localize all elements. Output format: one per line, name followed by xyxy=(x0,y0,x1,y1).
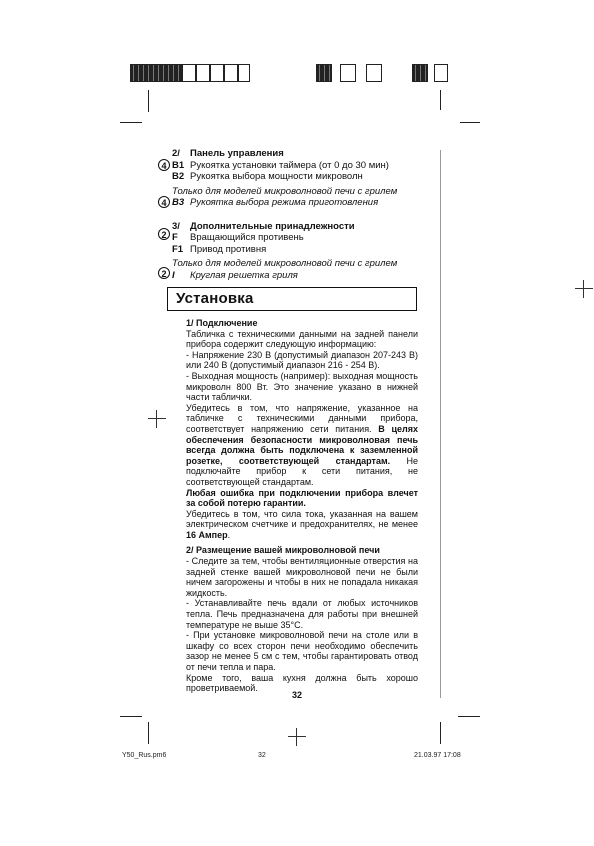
section-title: Панель управления xyxy=(190,148,284,159)
item-text: Рукоятка выбора режима приготовления xyxy=(190,197,379,208)
list-item xyxy=(172,171,420,183)
section-number: 2/ xyxy=(172,148,180,159)
warranty-warning: Любая ошибка при подключении прибора влечет за собой потерю гарантии. xyxy=(186,487,418,509)
component-list xyxy=(161,148,420,281)
crop-mark xyxy=(458,716,480,717)
crop-mark xyxy=(440,722,441,744)
footer-datetime: 21.03.97 17:08 xyxy=(414,752,461,759)
list-item xyxy=(161,268,420,282)
crop-mark xyxy=(120,716,142,717)
list-item xyxy=(172,244,420,256)
registration-cross xyxy=(288,728,306,746)
crop-mark xyxy=(440,90,441,110)
figure-badge: 2 xyxy=(158,267,170,279)
section-title: Дополнительные принадлежности xyxy=(190,220,355,232)
safety-paragraph xyxy=(186,403,418,488)
placement-title: 2/ Размещение вашей микроволновой печи xyxy=(186,545,380,556)
item-code: I xyxy=(172,269,175,281)
installation-heading: Установка xyxy=(176,290,254,307)
registration-cross xyxy=(148,410,166,428)
crop-mark xyxy=(148,90,149,112)
page-number: 32 xyxy=(292,690,303,700)
figure-badge: 2 xyxy=(158,228,170,240)
item-text: Круглая решетка гриля xyxy=(190,269,298,281)
figure-badge: 4 xyxy=(158,159,170,171)
footer-page: 32 xyxy=(258,752,266,759)
section-3-heading xyxy=(172,221,420,233)
installation-body xyxy=(186,318,418,694)
clearance-item: - При установке микроволновой печи на столе или в шкафу со всех сторон печи необходимо обеспечить зазор не менее 5 см с тем, чтобы гарантировать отвод от печи тепла и пара. xyxy=(186,630,418,672)
item-code: F1 xyxy=(172,243,184,255)
footer-filename: Y50_Rus.pm6 xyxy=(122,752,167,759)
crop-mark xyxy=(148,722,149,744)
ventilation-item: - Следите за тем, чтобы вентиляционные отверстия на задней стенке вашей микроволновой печи не были ничем загорожены и чтобы в них не попадала никакая жидкость. xyxy=(186,556,418,598)
item-text: Рукоятка выбора мощности микроволн xyxy=(190,171,363,182)
registration-bar xyxy=(130,64,460,82)
section-2-heading xyxy=(172,148,420,160)
figure-badge: 4 xyxy=(158,196,170,208)
item-text: Вращающийся противень xyxy=(190,232,304,243)
item-code: B2 xyxy=(172,171,185,182)
connection-title: 1/ Подключение xyxy=(186,318,258,328)
current-paragraph xyxy=(186,509,418,541)
item-text: Привод противня xyxy=(190,243,267,255)
item-code: F xyxy=(172,232,178,243)
grill-note: Только для моделей микроволновой печи с грилем xyxy=(172,258,398,269)
grill-note: Только для моделей микроволновой печи с грилем xyxy=(172,185,398,197)
current-tail: . xyxy=(227,529,231,540)
installation-heading-box xyxy=(167,287,417,311)
current-value: 16 Ампер xyxy=(186,529,228,540)
list-item xyxy=(161,197,420,209)
item-code: B1 xyxy=(172,159,185,171)
section-number: 3/ xyxy=(172,220,180,232)
item-code: B3 xyxy=(172,197,185,208)
connection-intro: Табличка с техническими данными на задней панели прибора содержит следующую информацию: xyxy=(186,328,418,350)
power-item: - Выходная мощность (например): выходная мощность микроволн 800 Вт. Это значение указано в нижней части таблички. xyxy=(186,370,418,403)
list-item xyxy=(161,159,420,172)
crop-mark xyxy=(460,122,480,123)
ventilation-note: Кроме того, ваша кухня должна быть хорошо проветриваемой. xyxy=(186,672,418,694)
crop-mark xyxy=(120,122,142,123)
current-text: Убедитесь в том, что сила тока, указанная на вашем электрическом счетчике и предохранителях, не менее xyxy=(186,508,418,530)
item-text: Рукоятка установки таймера (от 0 до 30 мин) xyxy=(190,159,389,171)
registration-cross xyxy=(575,280,593,298)
list-item xyxy=(161,230,420,244)
page-margin-line xyxy=(440,150,441,698)
safety-text: Убедитесь в том, что напряжение, указанное на табличке с техническими данными прибора, соответствует напряжению сети питания. xyxy=(186,402,418,434)
safety-tail: Не подключайте прибор к сети питания, не соответствующей стандартам. xyxy=(186,455,418,487)
heat-source-item: - Устанавливайте печь вдали от любых источников тепла. Печь предназначена для работы при внешней температуре не выше 35°С. xyxy=(186,598,418,630)
voltage-item: - Напряжение 230 В (допустимый диапазон 207-243 В) или 240 В (допустимый диапазон 216 - 254 В). xyxy=(186,349,418,371)
safety-warning: В целях обеспечения безопасности микроволновая печь всегда должна быть подключена к заземленной розетке, соответствующей стандартам. xyxy=(186,423,419,466)
